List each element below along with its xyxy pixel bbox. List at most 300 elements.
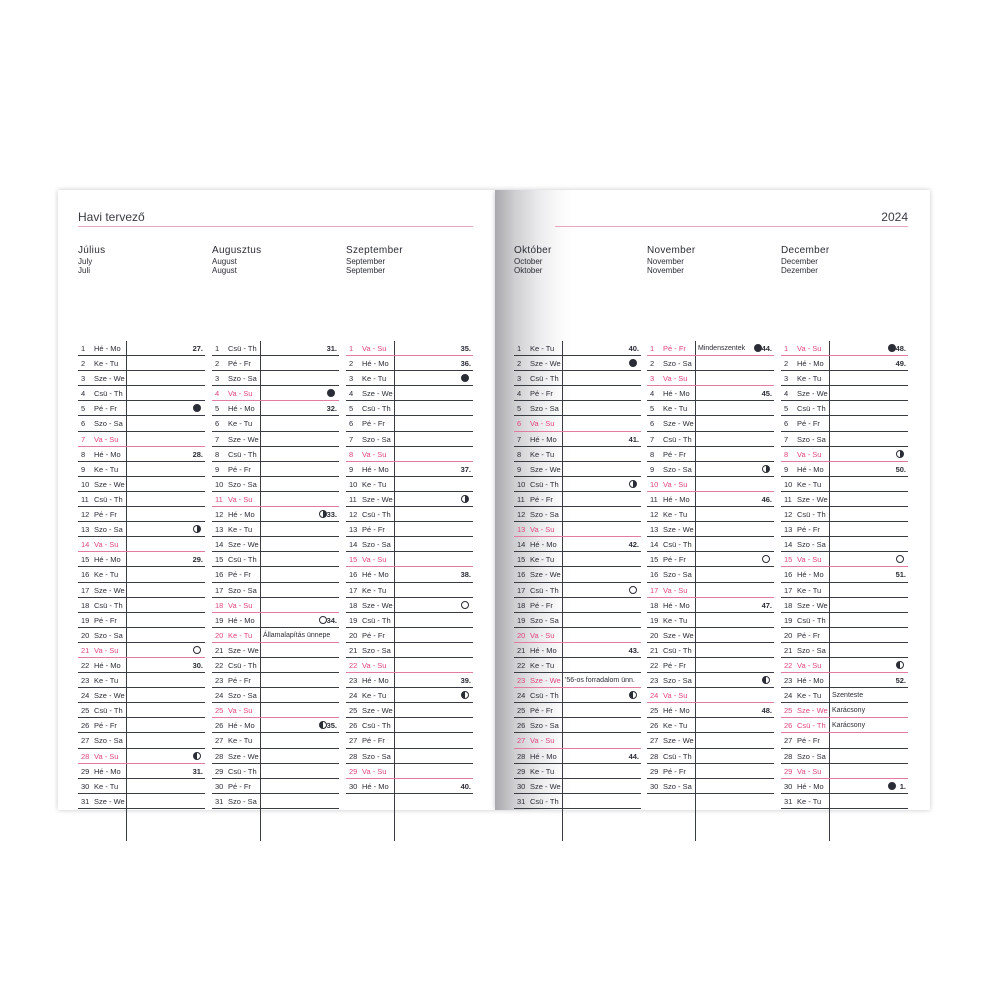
day-row[interactable] <box>781 733 908 748</box>
day-row[interactable] <box>212 718 339 733</box>
week-number: 27. <box>192 344 203 353</box>
day-row[interactable] <box>514 386 641 401</box>
weekday-label: Ke - Tu <box>362 479 387 489</box>
day-row[interactable] <box>346 477 473 492</box>
day-row[interactable] <box>647 688 774 703</box>
weekday-label: Sze - We <box>362 706 393 716</box>
weekday-label: Csü - Th <box>228 555 257 565</box>
day-number: 22 <box>784 660 793 670</box>
week-number: 44. <box>628 751 639 761</box>
day-row[interactable] <box>78 432 205 447</box>
month-name: Október <box>514 245 552 256</box>
weekday-label: Csü - Th <box>94 494 123 504</box>
day-row[interactable] <box>514 643 641 658</box>
day-row[interactable] <box>781 703 908 718</box>
weekday-label: Sze - We <box>797 494 828 504</box>
day-row[interactable] <box>514 749 641 764</box>
day-row[interactable] <box>78 733 205 748</box>
weekday-label: Hé - Mo <box>362 676 389 686</box>
day-row[interactable] <box>647 552 774 567</box>
day-row[interactable] <box>781 779 908 794</box>
day-row[interactable] <box>78 552 205 567</box>
day-row[interactable] <box>514 718 641 733</box>
day-row[interactable] <box>514 764 641 779</box>
first-quarter-moon-icon <box>193 525 201 533</box>
weekday-label: Csü - Th <box>94 600 123 610</box>
day-row[interactable] <box>346 462 473 477</box>
weekday-label: Sze - We <box>530 359 561 369</box>
day-row[interactable] <box>647 673 774 688</box>
day-row[interactable] <box>514 447 641 462</box>
day-row[interactable] <box>212 628 339 643</box>
day-row[interactable] <box>647 462 774 477</box>
day-row[interactable] <box>514 779 641 794</box>
day-row[interactable] <box>212 477 339 492</box>
day-row[interactable] <box>514 703 641 718</box>
full-moon-icon <box>193 646 201 654</box>
day-row[interactable] <box>781 356 908 371</box>
weekday-label: Ke - Tu <box>663 404 688 414</box>
day-number: 23 <box>349 676 358 686</box>
day-row[interactable] <box>514 794 641 809</box>
day-row[interactable] <box>514 341 641 356</box>
weekday-label: Csü - Th <box>228 660 257 670</box>
weekday-label: Ke - Tu <box>663 721 688 731</box>
day-row[interactable] <box>212 764 339 779</box>
day-row[interactable] <box>78 643 205 658</box>
day-row[interactable] <box>346 416 473 431</box>
day-row[interactable] <box>78 416 205 431</box>
day-row[interactable] <box>781 749 908 764</box>
day-row[interactable] <box>781 764 908 779</box>
day-number: 3 <box>81 374 86 384</box>
day-row[interactable] <box>346 432 473 447</box>
day-row[interactable] <box>212 552 339 567</box>
day-row[interactable] <box>781 718 908 733</box>
day-row[interactable] <box>781 658 908 673</box>
day-number: 1 <box>81 344 86 353</box>
weekday-label: Csü - Th <box>228 766 257 776</box>
day-row[interactable] <box>346 401 473 416</box>
day-row[interactable] <box>212 658 339 673</box>
day-row[interactable] <box>78 507 205 522</box>
weekday-label: Csü - Th <box>530 585 559 595</box>
day-number: 8 <box>784 449 789 459</box>
day-row[interactable] <box>514 507 641 522</box>
weekday-label: Va - Su <box>228 494 253 504</box>
week-number: 34. <box>326 615 337 625</box>
day-row[interactable] <box>647 416 774 431</box>
weekday-label: Va - Su <box>530 630 555 640</box>
day-row[interactable] <box>78 386 205 401</box>
day-row[interactable] <box>514 462 641 477</box>
weekday-label: Hé - Mo <box>797 676 824 686</box>
day-row[interactable] <box>78 764 205 779</box>
day-row[interactable] <box>781 537 908 552</box>
day-number: 7 <box>349 434 354 444</box>
day-row[interactable] <box>78 522 205 537</box>
weekday-label: Pé - Fr <box>362 525 385 535</box>
new-moon-icon <box>193 404 201 412</box>
day-row[interactable] <box>647 583 774 598</box>
weekday-label: Szo - Sa <box>663 464 692 474</box>
new-moon-icon <box>754 344 762 352</box>
month-name: Szeptember <box>346 245 403 256</box>
day-row[interactable] <box>514 371 641 386</box>
day-row[interactable] <box>346 613 473 628</box>
weekday-label: Szo - Sa <box>362 645 391 655</box>
day-row[interactable] <box>78 477 205 492</box>
month-column-august <box>212 245 339 806</box>
day-row[interactable] <box>647 628 774 643</box>
day-row[interactable] <box>781 386 908 401</box>
last-quarter-moon-icon <box>629 691 637 699</box>
day-row[interactable] <box>212 522 339 537</box>
weekday-label: Hé - Mo <box>797 781 824 791</box>
day-row[interactable] <box>781 477 908 492</box>
day-row[interactable] <box>781 613 908 628</box>
day-row[interactable] <box>647 764 774 779</box>
day-number: 18 <box>215 600 224 610</box>
day-row[interactable] <box>212 794 339 809</box>
day-row[interactable] <box>647 643 774 658</box>
day-row[interactable] <box>647 371 774 386</box>
day-row[interactable] <box>346 341 473 356</box>
day-row[interactable] <box>346 643 473 658</box>
day-row[interactable] <box>514 537 641 552</box>
day-row[interactable] <box>514 688 641 703</box>
day-row[interactable] <box>78 356 205 371</box>
day-row[interactable] <box>514 416 641 431</box>
right-page <box>495 190 930 810</box>
weekday-label: Sze - We <box>94 374 125 384</box>
day-row[interactable] <box>346 356 473 371</box>
weekday-label: Csü - Th <box>797 721 826 731</box>
day-row[interactable] <box>647 718 774 733</box>
day-number: 25 <box>349 706 358 716</box>
day-row[interactable] <box>78 447 205 462</box>
day-row[interactable] <box>647 432 774 447</box>
day-row[interactable] <box>212 703 339 718</box>
day-row[interactable] <box>78 779 205 794</box>
day-row[interactable] <box>781 416 908 431</box>
day-row[interactable] <box>781 583 908 598</box>
weekday-label: Ke - Tu <box>362 374 387 384</box>
day-row[interactable] <box>212 613 339 628</box>
day-number: 17 <box>349 585 358 595</box>
day-row[interactable] <box>346 703 473 718</box>
day-row[interactable] <box>78 718 205 733</box>
day-row[interactable] <box>781 371 908 386</box>
day-number: 4 <box>81 389 86 399</box>
weekday-label: Va - Su <box>797 660 822 670</box>
day-number: 14 <box>784 540 793 550</box>
day-row[interactable] <box>781 567 908 582</box>
weekday-label: Va - Su <box>797 449 822 459</box>
day-row[interactable] <box>212 688 339 703</box>
day-number: 15 <box>215 555 224 565</box>
day-row[interactable] <box>647 447 774 462</box>
weekday-label: Hé - Mo <box>94 766 121 776</box>
day-row[interactable] <box>346 658 473 673</box>
weekday-label: Sze - We <box>797 389 828 399</box>
day-number: 18 <box>784 600 793 610</box>
day-number: 31 <box>517 796 526 806</box>
day-number: 6 <box>349 419 354 429</box>
day-row[interactable] <box>781 492 908 507</box>
day-row[interactable] <box>647 356 774 371</box>
weekday-label: Va - Su <box>94 645 119 655</box>
day-row[interactable] <box>514 628 641 643</box>
day-number: 2 <box>349 359 354 369</box>
day-row[interactable] <box>212 356 339 371</box>
weekday-label: Va - Su <box>663 691 688 701</box>
day-row[interactable] <box>346 507 473 522</box>
weekday-label: Csü - Th <box>530 796 559 806</box>
day-row[interactable] <box>514 492 641 507</box>
day-row[interactable] <box>212 507 339 522</box>
month-name-de: August <box>212 266 237 275</box>
day-row[interactable] <box>647 341 774 356</box>
day-row[interactable] <box>346 537 473 552</box>
day-row[interactable] <box>647 386 774 401</box>
day-row[interactable] <box>212 733 339 748</box>
day-row[interactable] <box>647 477 774 492</box>
day-number: 16 <box>650 570 659 580</box>
day-row[interactable] <box>346 522 473 537</box>
week-number: 45. <box>761 389 772 399</box>
day-number: 6 <box>517 419 522 429</box>
day-number: 23 <box>215 676 224 686</box>
day-row[interactable] <box>212 341 339 356</box>
weekday-label: Szo - Sa <box>530 721 559 731</box>
weekday-label: Pé - Fr <box>663 449 686 459</box>
weekday-label: Va - Su <box>530 525 555 535</box>
day-row[interactable] <box>212 598 339 613</box>
weekday-label: Csü - Th <box>362 510 391 520</box>
month-column-october <box>514 245 641 806</box>
day-row[interactable] <box>781 552 908 567</box>
day-row[interactable] <box>212 749 339 764</box>
week-number: 29. <box>192 555 203 565</box>
day-row[interactable] <box>781 507 908 522</box>
day-list <box>781 341 908 809</box>
day-row[interactable] <box>212 492 339 507</box>
weekday-label: Szo - Sa <box>797 751 826 761</box>
day-number: 10 <box>215 479 224 489</box>
day-row[interactable] <box>514 613 641 628</box>
day-row[interactable] <box>346 628 473 643</box>
day-row[interactable] <box>647 733 774 748</box>
day-row[interactable] <box>514 356 641 371</box>
day-row[interactable] <box>647 598 774 613</box>
weekday-label: Csü - Th <box>797 404 826 414</box>
day-number: 20 <box>784 630 793 640</box>
day-row[interactable] <box>78 462 205 477</box>
day-number: 8 <box>650 449 655 459</box>
day-row[interactable] <box>346 673 473 688</box>
day-row[interactable] <box>514 733 641 748</box>
weekday-label: Hé - Mo <box>94 660 121 670</box>
day-row[interactable] <box>346 688 473 703</box>
day-number: 18 <box>81 600 90 610</box>
planner-title: Havi tervező <box>78 210 145 224</box>
day-row[interactable] <box>514 567 641 582</box>
day-row[interactable] <box>78 583 205 598</box>
day-number: 22 <box>349 660 358 670</box>
day-row[interactable] <box>212 447 339 462</box>
day-row[interactable] <box>346 447 473 462</box>
day-number: 5 <box>349 404 354 414</box>
day-row[interactable] <box>78 341 205 356</box>
day-row[interactable] <box>781 673 908 688</box>
day-row[interactable] <box>647 703 774 718</box>
day-row[interactable] <box>78 673 205 688</box>
day-row[interactable] <box>78 598 205 613</box>
day-number: 21 <box>784 645 793 655</box>
holiday-label: Karácsony <box>832 707 866 715</box>
day-number: 27 <box>784 736 793 746</box>
day-row[interactable] <box>212 643 339 658</box>
day-row[interactable] <box>346 386 473 401</box>
weekday-label: Ke - Tu <box>797 796 822 806</box>
day-row[interactable] <box>514 598 641 613</box>
day-number: 13 <box>517 525 526 535</box>
day-row[interactable] <box>647 613 774 628</box>
day-row[interactable] <box>647 507 774 522</box>
weekday-label: Pé - Fr <box>663 344 686 353</box>
weekday-label: Sze - We <box>362 494 393 504</box>
weekday-label: Hé - Mo <box>797 464 824 474</box>
day-row[interactable] <box>781 628 908 643</box>
day-row[interactable] <box>78 658 205 673</box>
weekday-label: Va - Su <box>94 540 119 550</box>
day-number: 14 <box>349 540 358 550</box>
day-row[interactable] <box>212 583 339 598</box>
day-row[interactable] <box>78 703 205 718</box>
day-row[interactable] <box>78 794 205 809</box>
day-row[interactable] <box>346 371 473 386</box>
day-number: 15 <box>784 555 793 565</box>
day-number: 11 <box>517 494 525 504</box>
weekday-label: Hé - Mo <box>530 434 557 444</box>
day-row[interactable] <box>78 401 205 416</box>
day-row[interactable] <box>647 779 774 794</box>
day-number: 16 <box>215 570 224 580</box>
day-row[interactable] <box>781 688 908 703</box>
day-row[interactable] <box>781 643 908 658</box>
day-row[interactable] <box>647 567 774 582</box>
week-number: 44. <box>761 344 772 353</box>
weekday-label: Va - Su <box>362 344 387 353</box>
day-row[interactable] <box>647 658 774 673</box>
day-row[interactable] <box>346 598 473 613</box>
day-row[interactable] <box>212 386 339 401</box>
day-list <box>78 341 205 809</box>
day-row[interactable] <box>78 537 205 552</box>
day-row[interactable] <box>212 401 339 416</box>
day-list <box>346 341 473 794</box>
day-row[interactable] <box>346 552 473 567</box>
day-row[interactable] <box>78 613 205 628</box>
weekday-label: Va - Su <box>663 479 688 489</box>
day-row[interactable] <box>346 492 473 507</box>
day-number: 14 <box>517 540 526 550</box>
day-row[interactable] <box>212 567 339 582</box>
day-row[interactable] <box>781 598 908 613</box>
day-row[interactable] <box>346 749 473 764</box>
day-row[interactable] <box>514 583 641 598</box>
day-row[interactable] <box>514 522 641 537</box>
day-row[interactable] <box>781 432 908 447</box>
day-number: 25 <box>650 706 659 716</box>
day-row[interactable] <box>781 794 908 809</box>
weekday-label: Hé - Mo <box>228 510 255 520</box>
day-row[interactable] <box>781 462 908 477</box>
weekday-label: Pé - Fr <box>94 615 117 625</box>
day-row[interactable] <box>346 733 473 748</box>
day-row[interactable] <box>647 522 774 537</box>
day-row[interactable] <box>212 416 339 431</box>
day-row[interactable] <box>781 447 908 462</box>
weekday-label: Pé - Fr <box>228 464 251 474</box>
day-row[interactable] <box>781 401 908 416</box>
day-row[interactable] <box>647 401 774 416</box>
week-number: 39. <box>460 676 471 686</box>
day-row[interactable] <box>78 567 205 582</box>
day-row[interactable] <box>647 492 774 507</box>
day-row[interactable] <box>781 341 908 356</box>
day-row[interactable] <box>212 432 339 447</box>
day-row[interactable] <box>514 552 641 567</box>
day-row[interactable] <box>514 658 641 673</box>
day-row[interactable] <box>78 688 205 703</box>
day-row[interactable] <box>781 522 908 537</box>
full-moon-icon <box>319 616 327 624</box>
day-row[interactable] <box>78 628 205 643</box>
weekday-label: Va - Su <box>228 600 253 610</box>
day-row[interactable] <box>212 779 339 794</box>
day-row[interactable] <box>212 537 339 552</box>
day-row[interactable] <box>78 749 205 764</box>
day-row[interactable] <box>346 567 473 582</box>
weekday-label: Szo - Sa <box>663 570 692 580</box>
day-row[interactable] <box>346 583 473 598</box>
day-number: 16 <box>81 570 90 580</box>
day-row[interactable] <box>647 537 774 552</box>
day-list <box>212 341 339 809</box>
day-row[interactable] <box>346 779 473 794</box>
day-row[interactable] <box>514 401 641 416</box>
day-row[interactable] <box>514 673 641 688</box>
day-row[interactable] <box>346 764 473 779</box>
day-row[interactable] <box>346 718 473 733</box>
day-row[interactable] <box>212 462 339 477</box>
day-row[interactable] <box>212 673 339 688</box>
day-number: 26 <box>81 721 90 731</box>
day-row[interactable] <box>78 371 205 386</box>
day-number: 31 <box>784 796 793 806</box>
day-row[interactable] <box>212 371 339 386</box>
day-row[interactable] <box>78 492 205 507</box>
day-number: 24 <box>349 691 358 701</box>
day-row[interactable] <box>514 477 641 492</box>
weekday-label: Sze - We <box>228 540 259 550</box>
day-row[interactable] <box>647 749 774 764</box>
weekday-label: Va - Su <box>797 344 822 353</box>
weekday-label: Pé - Fr <box>797 630 820 640</box>
day-row[interactable] <box>514 432 641 447</box>
